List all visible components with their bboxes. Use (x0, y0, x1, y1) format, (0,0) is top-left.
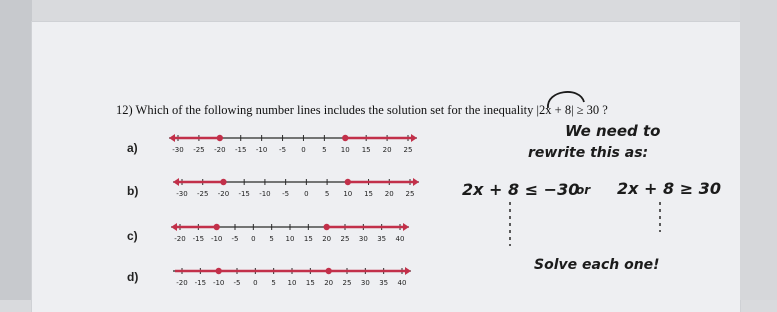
tick-label-c: 5 (269, 235, 274, 243)
tick-label-d: 35 (379, 279, 389, 287)
number-line-b[interactable] (172, 172, 420, 204)
note-right-inequality: 2x + 8 ≥ 30 (617, 179, 721, 198)
tick-label-c: 10 (285, 235, 295, 243)
endpoint-dot-c (323, 224, 329, 230)
arrow-right-a (411, 134, 417, 142)
option-d-label[interactable]: d) (127, 270, 139, 284)
endpoint-dot-b (345, 179, 351, 185)
endpoint-dot-b (220, 179, 226, 185)
tick-label-c: 35 (377, 235, 387, 243)
tick-label-a: 15 (361, 146, 371, 154)
tick-label-c: -20 (174, 235, 186, 243)
tick-label-b: -5 (282, 190, 290, 198)
tick-label-b: 15 (364, 190, 374, 198)
option-a-label[interactable]: a) (127, 141, 138, 155)
question-text: 12) Which of the following number lines includes the solution set for the inequality |2x + 8| ≥ 30 ? (116, 103, 608, 117)
number-line-a[interactable] (168, 128, 418, 160)
tick-label-b: -15 (238, 190, 250, 198)
arrow-left-a (169, 134, 175, 142)
endpoint-dot-d (325, 268, 331, 274)
annotation-circle (540, 84, 590, 124)
dashed-guide-left (500, 200, 520, 250)
tick-label-c: -5 (231, 235, 239, 243)
tick-label-a: 25 (403, 146, 413, 154)
note-line-2: rewrite this as: (528, 145, 649, 161)
tick-label-a: -5 (279, 146, 287, 154)
tick-label-c: -10 (210, 235, 223, 243)
tick-label-a: -30 (172, 146, 184, 154)
tick-label-a: -15 (235, 146, 247, 154)
tick-label-b: -25 (197, 190, 209, 198)
tick-label-d: 40 (397, 279, 407, 287)
endpoint-dot-d (215, 268, 221, 274)
note-solve: Solve each one! (534, 257, 660, 273)
tick-label-d: -20 (176, 279, 188, 287)
tick-label-d: 25 (342, 279, 352, 287)
option-c-label[interactable]: c) (127, 229, 138, 243)
endpoint-dot-c (213, 224, 219, 230)
arrow-right-b (413, 178, 419, 186)
tick-label-b: 10 (343, 190, 353, 198)
tick-label-c: 15 (303, 235, 313, 243)
tick-label-c: 30 (358, 235, 368, 243)
tick-label-d: 10 (287, 279, 297, 287)
tick-label-b: 0 (304, 190, 309, 198)
tick-label-b: 20 (384, 190, 394, 198)
tick-label-a: 20 (382, 146, 392, 154)
arrow-left-c (171, 223, 177, 231)
tick-label-b: -30 (176, 190, 188, 198)
option-b-label[interactable]: b) (127, 184, 139, 198)
tick-label-c: 20 (322, 235, 332, 243)
tick-label-d: 15 (305, 279, 315, 287)
tick-label-d: -5 (233, 279, 241, 287)
tick-label-b: 5 (324, 190, 330, 198)
tick-label-a: 10 (340, 146, 350, 154)
tick-label-d: 5 (271, 279, 276, 287)
tick-label-b: 25 (405, 190, 415, 198)
endpoint-dot-a (342, 135, 348, 141)
tick-label-a: 0 (301, 146, 306, 154)
tick-label-c: 40 (395, 235, 405, 243)
arrow-right-d (405, 267, 411, 275)
tick-label-c: 25 (340, 235, 350, 243)
tick-label-d: 20 (324, 279, 334, 287)
right-background (740, 0, 777, 300)
tick-label-a: -25 (193, 146, 205, 154)
tick-label-d: 30 (360, 279, 370, 287)
number-line-d[interactable] (172, 261, 412, 293)
tick-label-c: -15 (192, 235, 205, 243)
left-background (0, 0, 32, 300)
note-line-1: We need to (565, 122, 661, 140)
tick-label-b: -10 (259, 190, 271, 198)
tick-label-d: 0 (253, 279, 258, 287)
tick-label-d: -15 (194, 279, 207, 287)
note-or: or (576, 183, 591, 197)
endpoint-dot-a (217, 135, 223, 141)
tick-label-b: -20 (217, 190, 230, 198)
tick-label-c: 0 (251, 235, 256, 243)
arrow-right-c (403, 223, 409, 231)
tick-label-d: -10 (212, 279, 225, 287)
tick-label-a: 5 (322, 146, 327, 154)
number-line-c[interactable] (170, 217, 410, 249)
note-left-inequality: 2x + 8 ≤ −30 (462, 180, 580, 199)
tick-label-a: -20 (214, 146, 226, 154)
arrow-left-b (173, 178, 179, 186)
tick-label-a: -10 (255, 146, 268, 154)
dashed-guide-right (650, 200, 670, 236)
